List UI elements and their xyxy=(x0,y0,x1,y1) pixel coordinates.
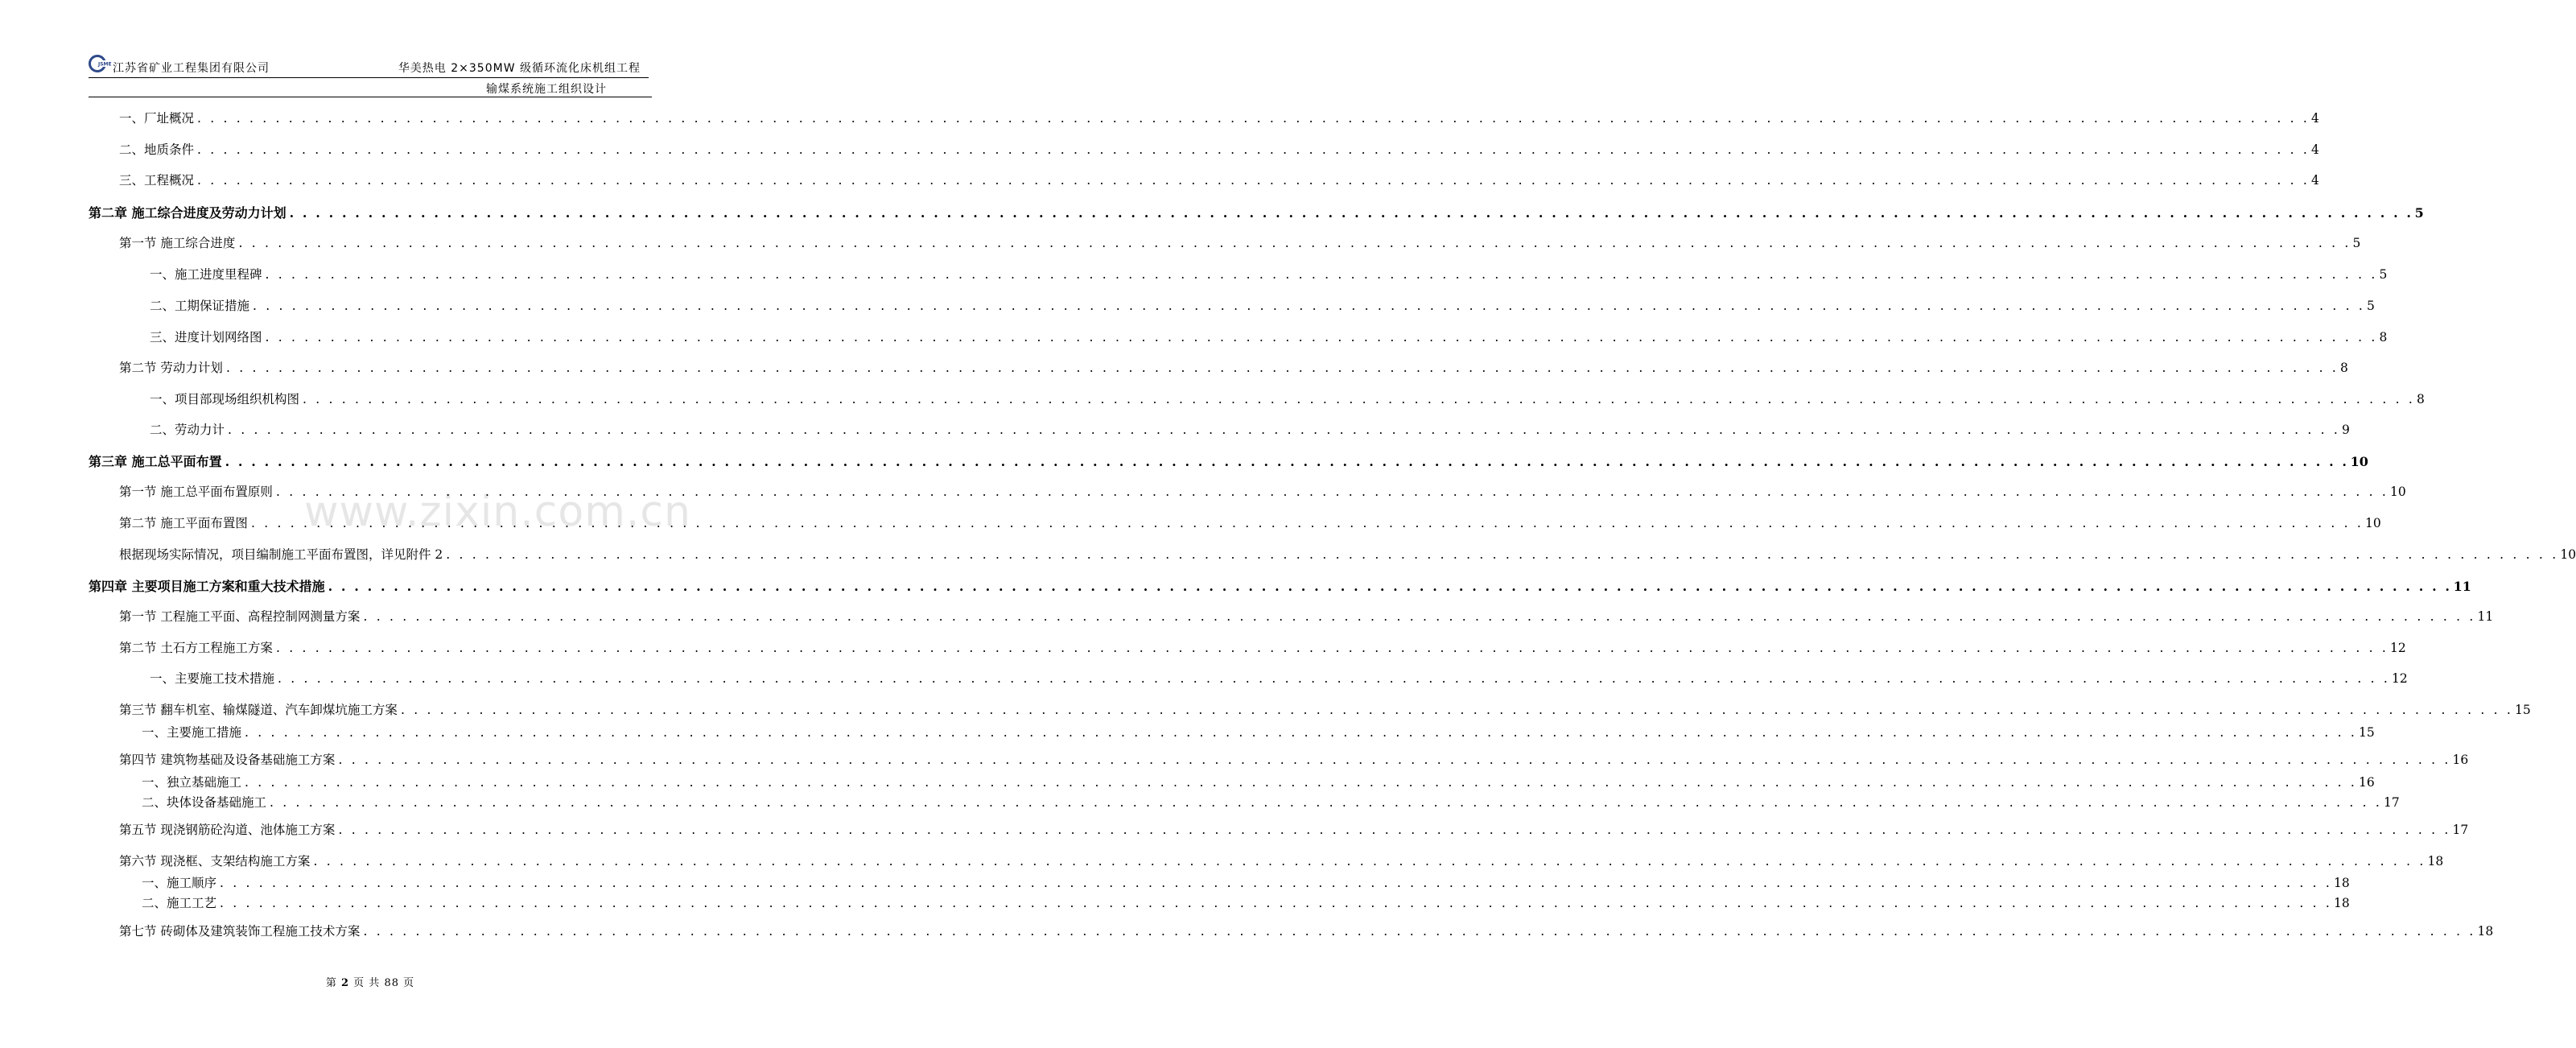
toc-entry-title: 二、工期保证措施 xyxy=(150,299,250,313)
project-name: 华美热电 2×350MW 级循环流化床机组工程 xyxy=(398,62,641,75)
toc-entry-title: 第七节 砖砌体及建筑装饰工程施工技术方案 xyxy=(119,924,361,939)
toc-leader-dots xyxy=(278,671,2390,686)
toc-leader-dots xyxy=(266,267,2378,282)
toc-entry[interactable] xyxy=(119,358,2348,376)
toc-entry-title: 第一节 工程施工平面、高程控制网测量方案 xyxy=(119,609,361,624)
toc-entry[interactable] xyxy=(142,893,2350,911)
toc-entry-page: 16 xyxy=(2359,775,2375,790)
toc-leader-dots xyxy=(197,111,2310,126)
toc-entry[interactable] xyxy=(142,773,2375,790)
company-name: 江苏省矿业工程集团有限公司 xyxy=(113,62,270,75)
toc-leader-dots xyxy=(270,795,2382,810)
toc-entry-page: 18 xyxy=(2334,896,2350,910)
toc-entry-page: 18 xyxy=(2427,854,2444,869)
toc-entry-title: 第二章 施工综合进度及劳动力计划 xyxy=(89,205,286,221)
toc-entry-page: 10 xyxy=(2364,516,2381,530)
toc-entry-title: 第二节 土石方工程施工方案 xyxy=(119,641,273,655)
toc-entry-page: 11 xyxy=(2477,609,2494,624)
toc-leader-dots xyxy=(225,454,2349,469)
toc-entry-page: 8 xyxy=(2379,330,2388,345)
toc-entry-page: 10 xyxy=(2560,547,2576,562)
toc-entry[interactable] xyxy=(119,545,2576,563)
toc-leader-dots xyxy=(446,547,2558,562)
document-subtitle: 输煤系统施工组织设计 xyxy=(486,83,607,96)
svg-text:JSME: JSME xyxy=(98,61,112,68)
footer-prefix: 第 xyxy=(325,977,337,989)
toc-entry-title: 二、施工工艺 xyxy=(142,896,217,910)
toc-entry[interactable] xyxy=(119,514,2381,531)
toc-leader-dots xyxy=(290,205,2413,221)
toc-entry[interactable] xyxy=(119,109,2319,126)
page-footer xyxy=(0,974,740,989)
toc-entry-title: 第二节 施工平面布置图 xyxy=(119,516,248,530)
toc-entry-page: 15 xyxy=(2359,725,2375,740)
toc-entry-title: 二、地质条件 xyxy=(119,142,195,157)
toc-entry-title: 一、施工顺序 xyxy=(142,876,217,890)
toc-leader-dots xyxy=(226,361,2339,375)
toc-entry-page: 5 xyxy=(2379,267,2388,282)
toc-entry-page: 18 xyxy=(2334,876,2350,890)
toc-entry[interactable] xyxy=(119,750,2469,768)
toc-entry[interactable] xyxy=(150,390,2425,407)
toc-leader-dots xyxy=(328,579,2452,594)
toc-entry-title: 第三节 翻车机室、输煤隧道、汽车卸煤坑施工方案 xyxy=(119,703,398,717)
toc-leader-dots xyxy=(313,854,2426,869)
toc-leader-dots xyxy=(276,485,2388,499)
toc-leader-dots xyxy=(266,330,2378,345)
toc-entry-page: 4 xyxy=(2311,173,2319,188)
toc-entry[interactable] xyxy=(119,700,2531,718)
toc-entry[interactable] xyxy=(150,328,2388,345)
toc-leader-dots xyxy=(251,516,2364,530)
footer-current-page: 2 xyxy=(340,977,350,989)
toc-entry[interactable] xyxy=(119,482,2406,500)
toc-leader-dots xyxy=(245,725,2357,740)
toc-entry-title: 一、项目部现场组织机构图 xyxy=(150,392,300,406)
toc-entry-title: 第一节 施工综合进度 xyxy=(119,236,236,250)
toc-entry[interactable] xyxy=(142,723,2375,741)
toc-entry-page: 12 xyxy=(2389,641,2406,655)
toc-entry-page: 9 xyxy=(2342,423,2350,437)
toc-entry-title: 一、主要施工技术措施 xyxy=(150,671,275,686)
toc-entry[interactable] xyxy=(150,265,2388,283)
toc-entry-page: 4 xyxy=(2311,111,2319,126)
toc-leader-dots xyxy=(363,924,2475,939)
toc-leader-dots xyxy=(197,142,2310,157)
footer-middle: 页 共 xyxy=(353,977,381,989)
toc-entry-page: 15 xyxy=(2514,703,2531,717)
toc-entry-page: 8 xyxy=(2339,361,2348,375)
toc-entry-page: 11 xyxy=(2453,579,2471,594)
toc-entry-title: 第二节 劳动力计划 xyxy=(119,361,223,375)
footer-suffix: 页 xyxy=(403,977,415,989)
toc-entry[interactable] xyxy=(119,140,2319,158)
toc-entry-title: 第六节 现浇框、支架结构施工方案 xyxy=(119,854,311,869)
toc-leader-dots xyxy=(276,641,2388,655)
toc-entry-title: 三、进度计划网络图 xyxy=(150,330,262,345)
toc-entry-title: 根据现场实际情况，项目编制施工平面布置图，详见附件 2 xyxy=(119,547,443,562)
toc-entry-page: 5 xyxy=(2367,299,2375,313)
toc-entry-page: 10 xyxy=(2389,485,2406,499)
toc-entry[interactable] xyxy=(150,296,2375,314)
toc-leader-dots xyxy=(245,775,2357,790)
toc-entry-page: 10 xyxy=(2350,454,2368,469)
toc-entry[interactable] xyxy=(119,922,2494,939)
toc-entry[interactable] xyxy=(119,852,2444,869)
page-header xyxy=(89,53,652,98)
toc-entry-title: 第五节 现浇钢筋砼沟道、池体施工方案 xyxy=(119,823,336,837)
toc-entry-title: 二、劳动力计 xyxy=(150,423,225,437)
toc-entry-title: 第一节 施工总平面布置原则 xyxy=(119,485,273,499)
toc-entry-title: 一、主要施工措施 xyxy=(142,725,242,740)
toc-entry-page: 17 xyxy=(2452,823,2469,837)
toc-leader-dots xyxy=(220,876,2332,890)
toc-entry-page: 4 xyxy=(2311,142,2319,157)
toc-leader-dots xyxy=(220,896,2332,910)
toc-entry-page: 12 xyxy=(2392,671,2408,686)
toc-entry-page: 5 xyxy=(2352,236,2361,250)
toc-chapter-entry[interactable] xyxy=(89,203,2424,221)
toc-entry-page: 5 xyxy=(2414,205,2424,221)
toc-chapter-entry[interactable] xyxy=(89,452,2368,469)
toc-leader-dots xyxy=(228,423,2340,437)
toc-entry[interactable] xyxy=(142,793,2400,811)
toc-leader-dots xyxy=(338,823,2450,837)
toc-entry[interactable] xyxy=(119,607,2494,625)
toc-entry[interactable] xyxy=(119,233,2361,251)
toc-entry[interactable] xyxy=(142,873,2350,891)
toc-entry[interactable] xyxy=(119,171,2319,188)
toc-leader-dots xyxy=(401,703,2513,717)
toc-entry-title: 第四节 建筑物基础及设备基础施工方案 xyxy=(119,753,336,767)
toc-leader-dots xyxy=(238,236,2351,250)
toc-leader-dots xyxy=(253,299,2365,313)
toc-entry-page: 18 xyxy=(2477,924,2494,939)
toc-entry-title: 第三章 施工总平面布置 xyxy=(89,454,222,469)
header-rule-top xyxy=(89,77,649,78)
footer-total-pages: 88 xyxy=(384,977,399,989)
toc-entry-page: 17 xyxy=(2384,795,2400,810)
toc-entry[interactable] xyxy=(150,420,2350,438)
toc-entry-title: 一、独立基础施工 xyxy=(142,775,242,790)
toc-leader-dots xyxy=(338,753,2450,767)
toc-entry-title: 第四章 主要项目施工方案和重大技术措施 xyxy=(89,579,325,594)
toc-entry-title: 一、厂址概况 xyxy=(119,111,195,126)
toc-chapter-entry[interactable] xyxy=(89,576,2471,594)
toc-entry[interactable] xyxy=(119,638,2406,656)
toc-entry-page: 16 xyxy=(2452,753,2469,767)
toc-entry[interactable] xyxy=(150,669,2408,687)
toc-leader-dots xyxy=(363,609,2475,624)
toc-entry-title: 二、块体设备基础施工 xyxy=(142,795,267,810)
watermark: www.zixin.com.cn xyxy=(304,488,691,536)
toc-entry[interactable] xyxy=(119,820,2469,838)
toc-entry-page: 8 xyxy=(2417,392,2425,406)
toc-entry-title: 一、施工进度里程碑 xyxy=(150,267,262,282)
toc-leader-dots xyxy=(197,173,2310,188)
toc-entry-title: 三、工程概况 xyxy=(119,173,195,188)
company-logo-icon xyxy=(89,55,112,72)
toc-leader-dots xyxy=(303,392,2415,406)
